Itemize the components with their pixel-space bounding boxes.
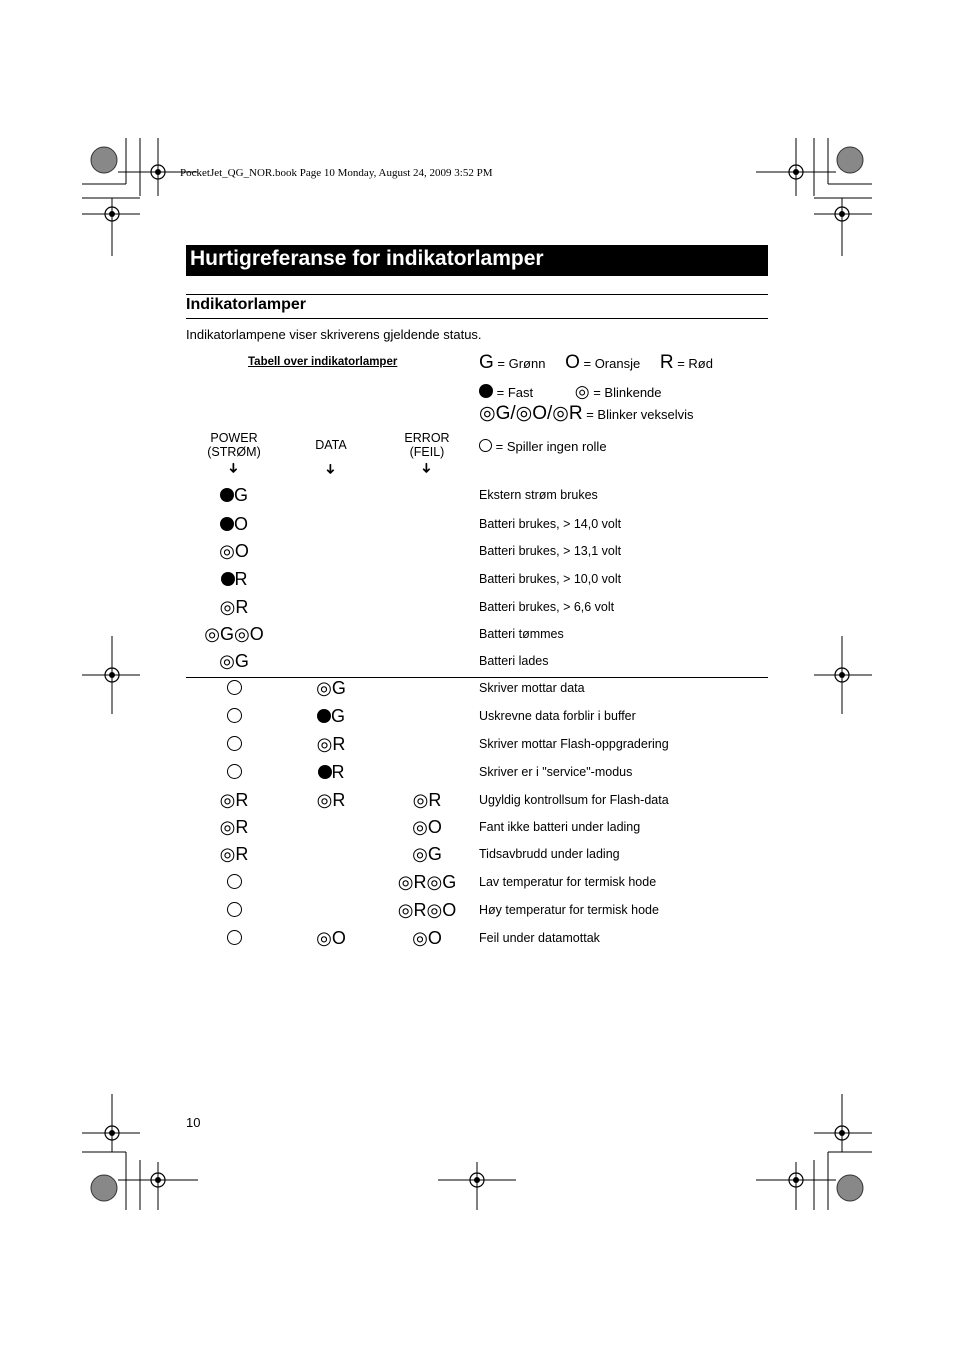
solid-dot-icon xyxy=(479,384,493,398)
empty-circle-icon xyxy=(227,736,242,751)
page-number: 10 xyxy=(186,1115,201,1130)
arrow-down-icon: ➜ xyxy=(225,462,242,474)
indicator-description: Tidsavbrudd under lading xyxy=(479,847,620,861)
indicator-error-cell: ◎R◎O xyxy=(397,900,457,920)
column-header-line1: POWER xyxy=(210,431,258,445)
legend-alternate-symbol: ◎G/◎O/◎R xyxy=(479,403,583,424)
indicator-power-cell: ◎R xyxy=(219,597,249,617)
indicator-data-cell: ◎R xyxy=(316,790,346,810)
arrow-down-icon: ➜ xyxy=(418,462,435,474)
indicator-power-cell: ◎O xyxy=(219,541,249,561)
solid-dot-icon xyxy=(317,709,331,723)
column-header-error xyxy=(367,431,487,475)
indicator-data-cell: R xyxy=(271,761,391,783)
indicator-power-cell: ◎G xyxy=(219,651,249,671)
legend-states xyxy=(479,382,662,402)
indicator-description: Lav temperatur for termisk hode xyxy=(479,875,657,889)
indicator-description: Batteri brukes, > 10,0 volt xyxy=(479,572,622,586)
section-top-rule xyxy=(186,294,768,295)
indicator-description: Batteri brukes, > 6,6 volt xyxy=(479,600,615,614)
empty-circle-icon xyxy=(227,902,242,917)
legend-colors xyxy=(479,352,713,374)
intro-text: Indikatorlampene viser skriverens gjeldende status. xyxy=(186,327,482,342)
indicator-error-cell: ◎R◎G xyxy=(397,872,457,892)
indicator-description: Batteri brukes, > 13,1 volt xyxy=(479,544,622,558)
legend-o-letter: O xyxy=(565,352,580,373)
indicator-error-cell: ◎G xyxy=(412,844,442,864)
legend-alternate xyxy=(479,402,694,425)
indicator-power-cell: O xyxy=(174,513,294,535)
indicator-power-cell: ◎G◎O xyxy=(204,624,264,644)
section-title: Indikatorlamper xyxy=(186,296,307,313)
indicator-power-cell: G xyxy=(174,484,294,506)
legend-fast-text: = Fast xyxy=(496,385,534,400)
indicator-description: Batteri tømmes xyxy=(479,627,564,641)
indicator-description: Skriver mottar Flash-oppgradering xyxy=(479,737,669,751)
legend-none xyxy=(479,439,607,454)
solid-dot-icon xyxy=(318,765,332,779)
table-caption: Tabell over indikatorlamper xyxy=(248,356,398,368)
indicator-data-cell: ◎G xyxy=(316,678,346,698)
book-header-line: PocketJet_QG_NOR.book Page 10 Monday, August 24, 2009 3:52 PM xyxy=(180,167,493,179)
indicator-description: Batteri brukes, > 14,0 volt xyxy=(479,517,622,531)
section-bottom-rule xyxy=(186,318,768,319)
indicator-data-cell: G xyxy=(271,705,391,727)
indicator-error-cell: ◎O xyxy=(412,817,442,837)
indicator-power-cell: ◎R xyxy=(219,790,249,810)
indicator-description: Ekstern strøm brukes xyxy=(479,488,598,502)
indicator-error-cell: ◎O xyxy=(412,928,442,948)
indicator-error-cell: ◎R xyxy=(412,790,442,810)
indicator-description: Ugyldig kontrollsum for Flash-data xyxy=(479,793,669,807)
legend-blink-text: = Blinkende xyxy=(593,385,662,400)
blink-icon: ◎ xyxy=(574,382,590,401)
column-header-line1: ERROR xyxy=(404,431,450,445)
column-header-line1: DATA xyxy=(315,438,347,452)
title-bar xyxy=(186,245,768,276)
indicator-power-cell: R xyxy=(174,568,294,590)
indicator-description: Skriver er i "service"-modus xyxy=(479,765,633,779)
indicator-description: Feil under datamottak xyxy=(479,931,600,945)
indicator-description: Uskrevne data forblir i buffer xyxy=(479,709,636,723)
indicator-description: Fant ikke batteri under lading xyxy=(479,820,641,834)
indicator-description: Skriver mottar data xyxy=(479,681,585,695)
empty-circle-icon xyxy=(227,874,242,889)
legend-none-text: = Spiller ingen rolle xyxy=(495,439,607,454)
empty-circle-icon xyxy=(227,680,242,695)
indicator-data-cell: ◎O xyxy=(316,928,346,948)
solid-dot-icon xyxy=(221,572,235,586)
indicator-data-cell: ◎R xyxy=(316,734,346,754)
indicator-power-cell: ◎R xyxy=(219,844,249,864)
legend-alternate-text: = Blinker vekselvis xyxy=(586,407,694,422)
legend-o-text: = Oransje xyxy=(583,356,641,371)
legend-r-letter: R xyxy=(659,352,674,373)
legend-r-text: = Rød xyxy=(677,356,713,371)
arrow-down-icon: ➜ xyxy=(322,463,339,475)
solid-dot-icon xyxy=(220,517,234,531)
indicator-description: Høy temperatur for termisk hode xyxy=(479,903,659,917)
legend-g-text: = Grønn xyxy=(497,356,546,371)
solid-dot-icon xyxy=(220,488,234,502)
column-header-line2: (FEIL) xyxy=(409,445,445,459)
empty-circle-icon xyxy=(227,764,242,779)
indicator-description: Batteri lades xyxy=(479,654,549,668)
legend-g-letter: G xyxy=(479,352,494,373)
indicator-power-cell xyxy=(174,899,294,921)
page-title: Hurtigreferanse for indikatorlamper xyxy=(190,247,544,270)
empty-circle-icon xyxy=(227,930,242,945)
indicator-power-cell: ◎R xyxy=(219,817,249,837)
column-header-line2: (STRØM) xyxy=(207,445,261,459)
empty-circle-icon xyxy=(227,708,242,723)
indicator-power-cell xyxy=(174,871,294,893)
